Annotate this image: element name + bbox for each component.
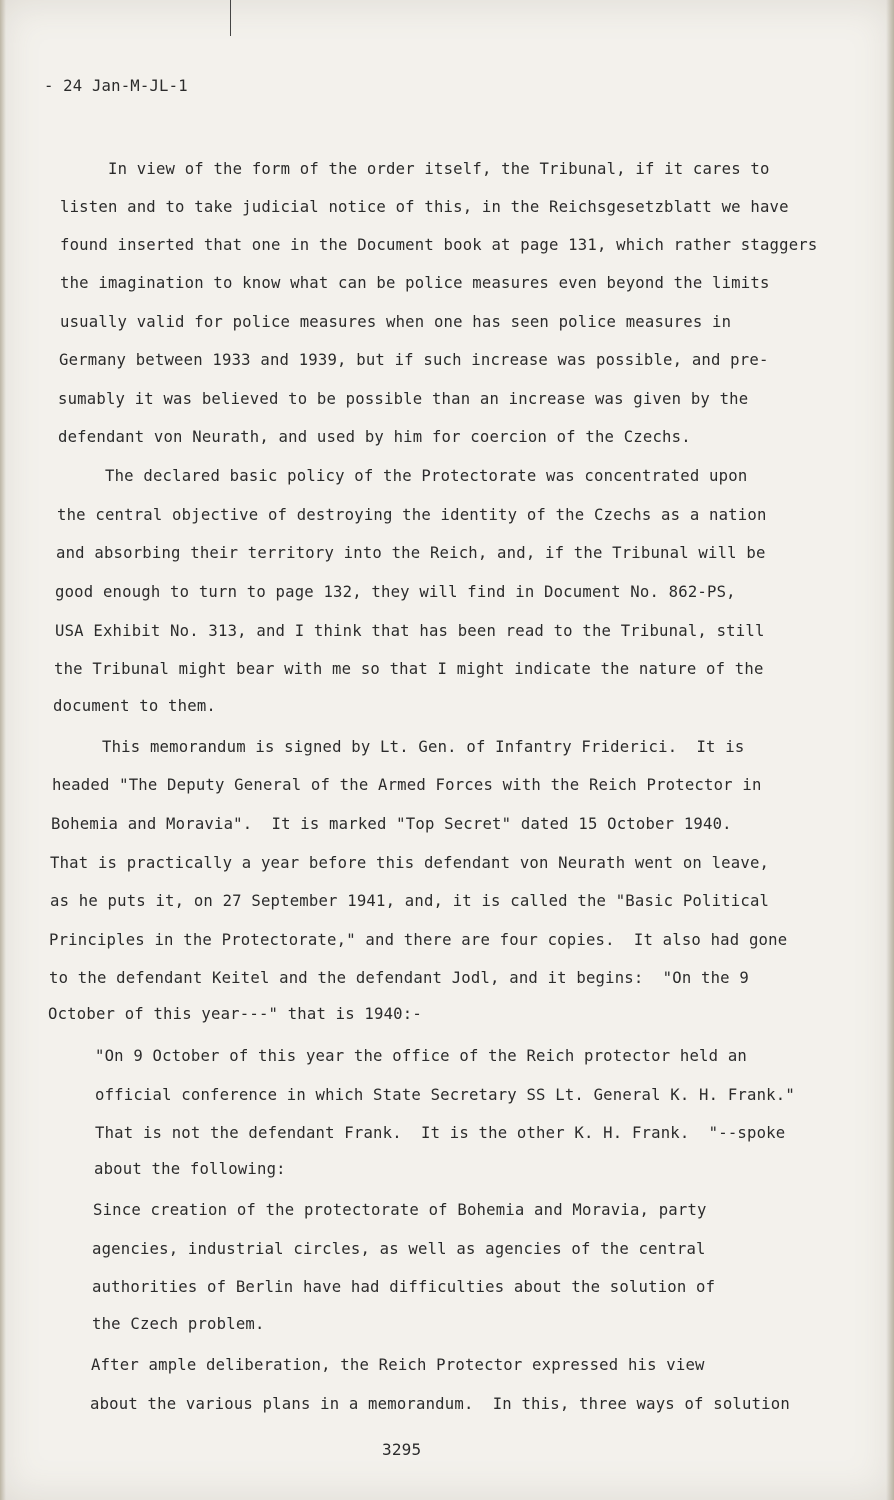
text-line-27: about the following:	[94, 1160, 286, 1178]
text-line-24: "On 9 October of this year the office of the Reich protector held an	[95, 1047, 747, 1065]
text-line-23: October of this year---" that is 1940:-	[48, 1005, 422, 1023]
text-line-21: Principles in the Protectorate," and there are four copies. It also had gone	[49, 931, 788, 949]
text-line-17: headed "The Deputy General of the Armed Forces with the Reich Protector in	[52, 776, 762, 794]
paper-edge-right	[886, 0, 894, 1500]
text-line-10: the central objective of destroying the identity of the Czechs as a nation	[57, 506, 767, 524]
text-line-32: After ample deliberation, the Reich Protector expressed his view	[91, 1356, 705, 1374]
text-line-18: Bohemia and Moravia". It is marked "Top Secret" dated 15 October 1940.	[51, 815, 732, 833]
text-line-30: authorities of Berlin have had difficulties about the solution of	[92, 1278, 716, 1296]
text-line-2: listen and to take judicial notice of this, in the Reichsgesetzblatt we have	[60, 198, 789, 216]
text-line-20: as he puts it, on 27 September 1941, and, it is called the "Basic Political	[50, 892, 770, 910]
text-line-6: Germany between 1933 and 1939, but if such increase was possible, and pre-	[59, 351, 769, 369]
text-line-13: USA Exhibit No. 313, and I think that has been read to the Tribunal, still	[55, 622, 765, 640]
text-line-14: the Tribunal might bear with me so that I might indicate the nature of the	[54, 660, 764, 678]
document-reference: - 24 Jan-M-JL-1	[44, 77, 188, 95]
text-line-9: The declared basic policy of the Protectorate was concentrated upon	[105, 467, 748, 485]
text-line-22: to the defendant Keitel and the defendant Jodl, and it begins: "On the 9	[49, 969, 749, 987]
text-line-3: found inserted that one in the Document book at page 131, which rather staggers	[60, 236, 818, 254]
page-number: 3295	[382, 1440, 422, 1459]
text-line-26: That is not the defendant Frank. It is the other K. H. Frank. "--spoke	[95, 1124, 786, 1142]
text-line-28: Since creation of the protectorate of Bohemia and Moravia, party	[93, 1201, 707, 1219]
top-margin-mark	[230, 0, 231, 36]
text-line-19: That is practically a year before this defendant von Neurath went on leave,	[50, 854, 770, 872]
text-line-16: This memorandum is signed by Lt. Gen. of Infantry Friderici. It is	[102, 738, 745, 756]
text-line-12: good enough to turn to page 132, they will find in Document No. 862-PS,	[55, 583, 736, 601]
text-line-33: about the various plans in a memorandum. In this, three ways of solution	[90, 1395, 790, 1413]
text-line-7: sumably it was believed to be possible than an increase was given by the	[58, 390, 749, 408]
paper-edge-left	[0, 0, 6, 1500]
text-line-4: the imagination to know what can be police measures even beyond the limits	[60, 274, 770, 292]
text-line-15: document to them.	[53, 697, 216, 715]
text-line-1: In view of the form of the order itself, the Tribunal, if it cares to	[108, 160, 770, 178]
text-line-5: usually valid for police measures when one has seen police measures in	[60, 313, 732, 331]
text-line-11: and absorbing their territory into the Reich, and, if the Tribunal will be	[56, 544, 766, 562]
text-line-31: the Czech problem.	[92, 1315, 265, 1333]
text-line-29: agencies, industrial circles, as well as agencies of the central	[92, 1240, 706, 1258]
text-line-25: official conference in which State Secretary SS Lt. General K. H. Frank."	[95, 1086, 795, 1104]
text-line-8: defendant von Neurath, and used by him for coercion of the Czechs.	[58, 428, 691, 446]
